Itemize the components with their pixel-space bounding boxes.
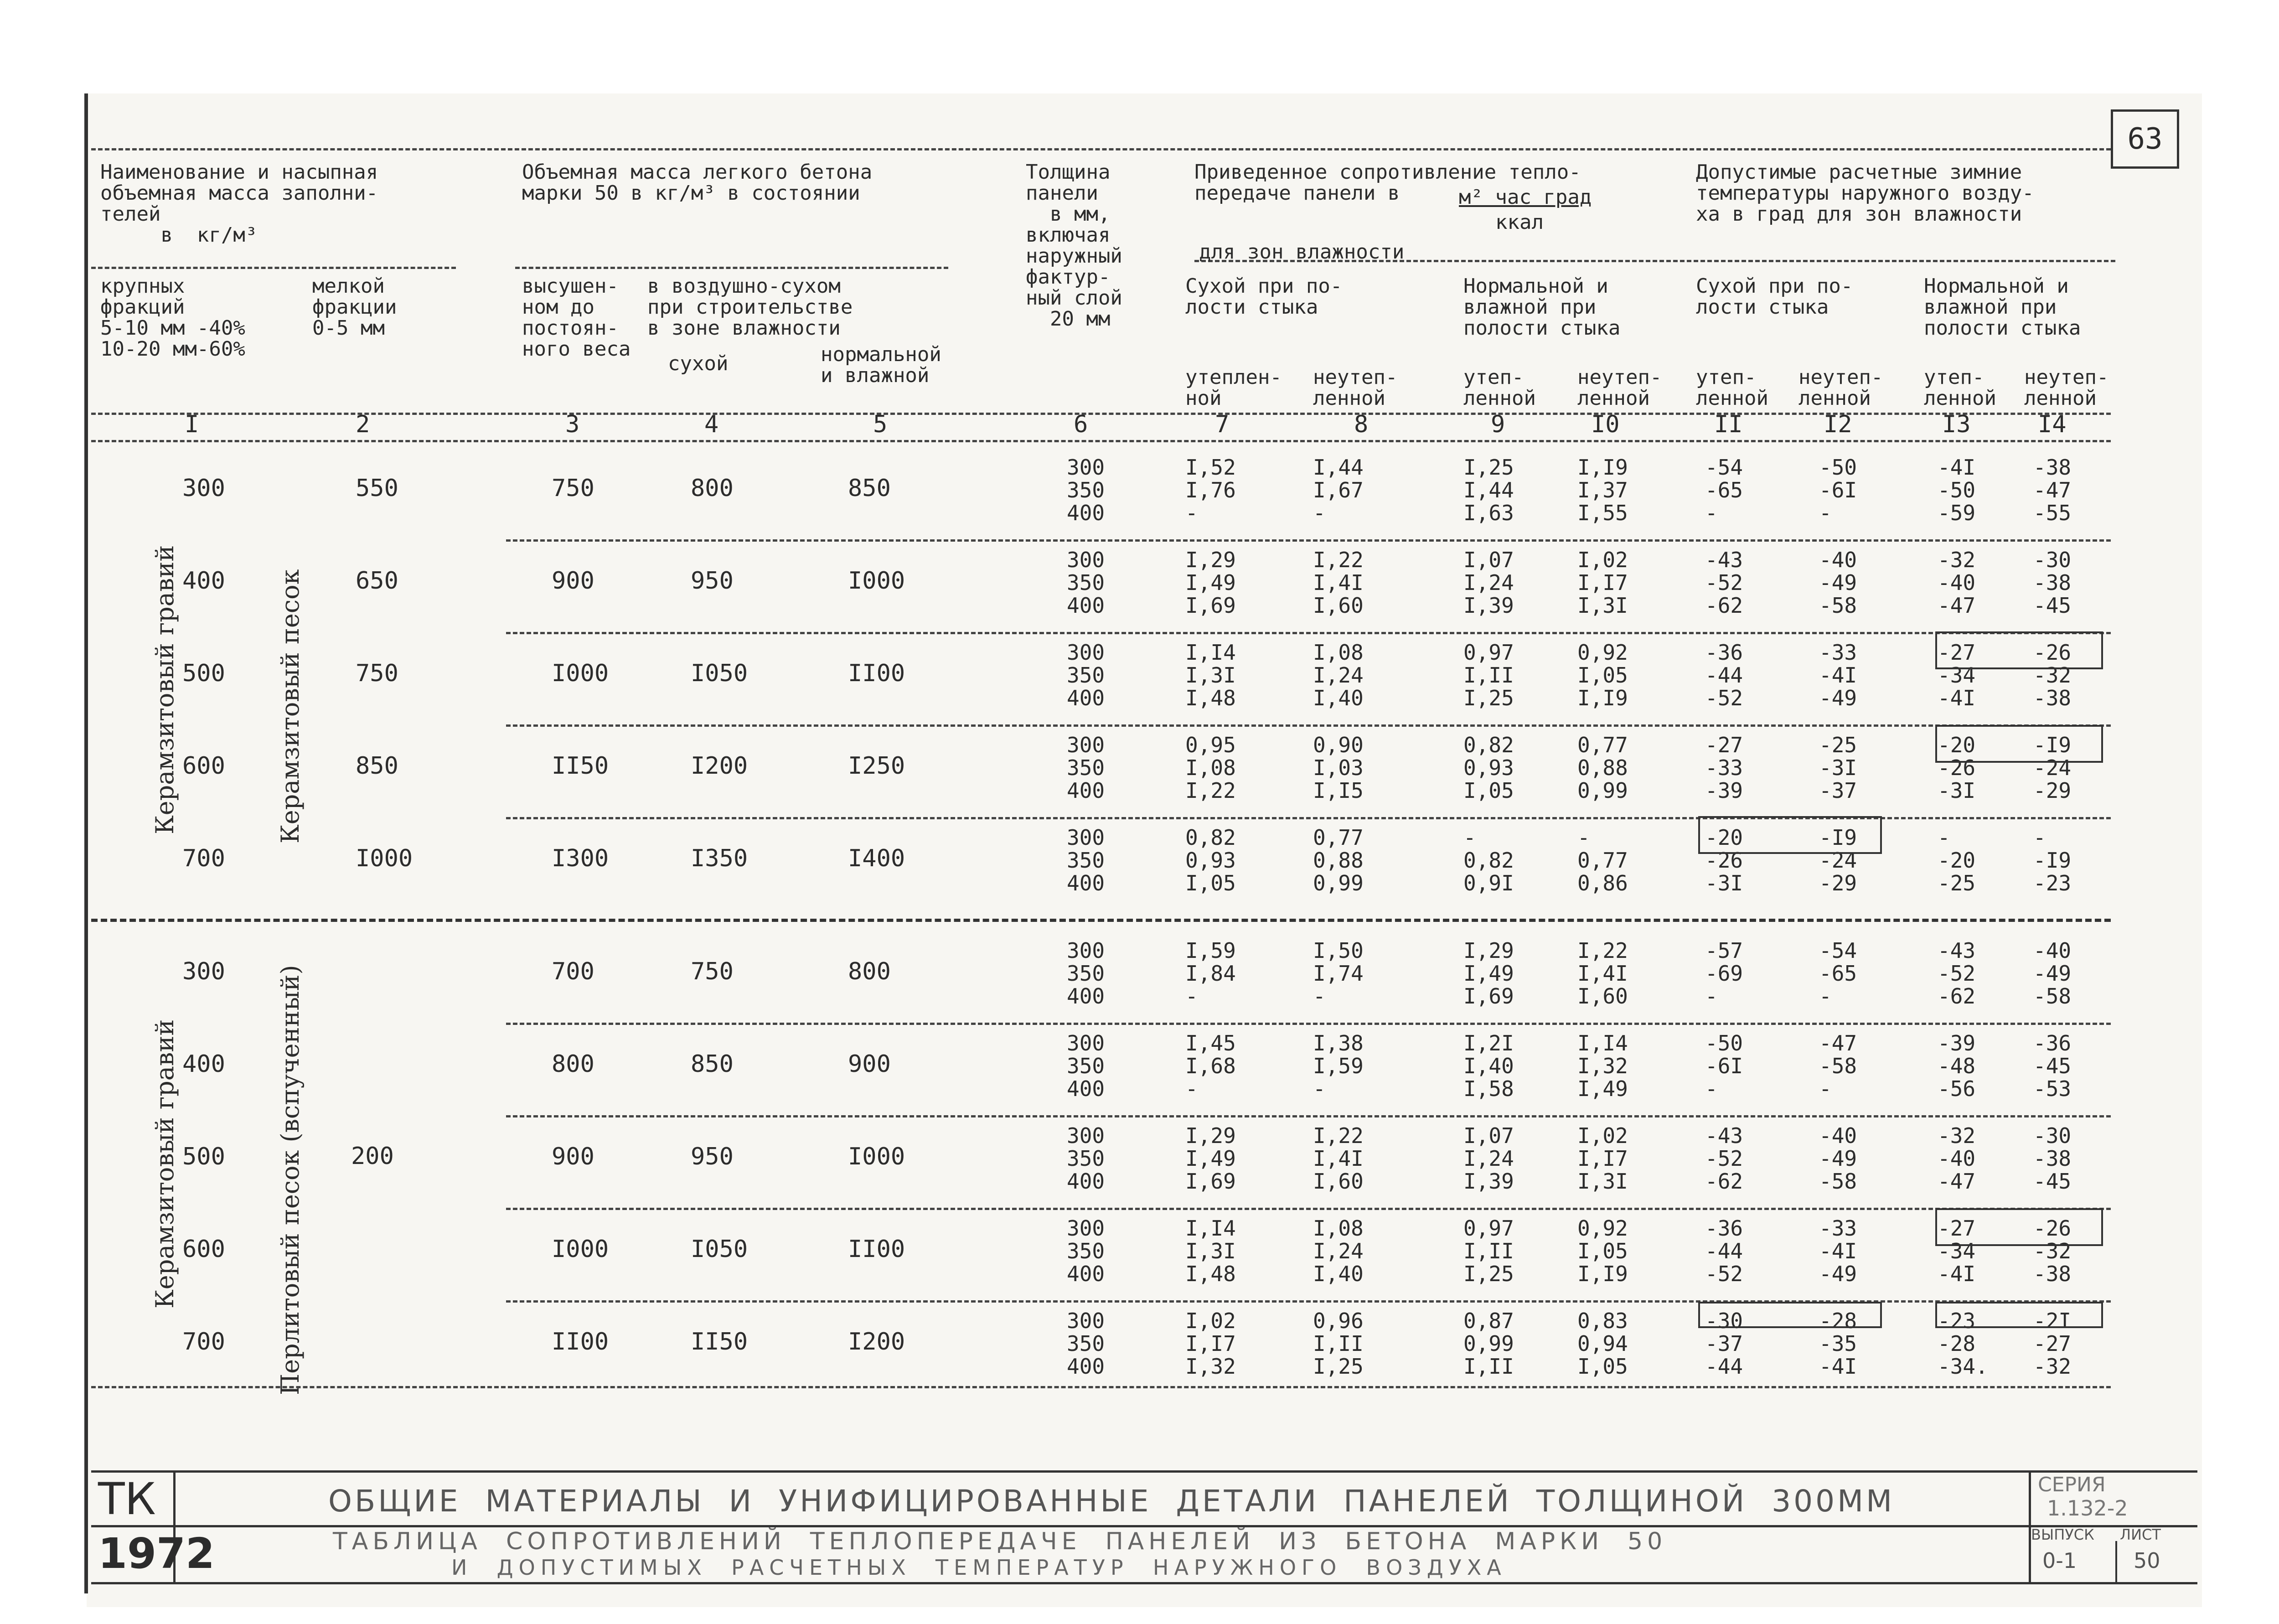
stamp-sheet-value: 50 bbox=[2134, 1548, 2160, 1573]
col-resistance-header: Приведенное сопротивление тепло- передаче панели в bbox=[1194, 160, 1581, 205]
cell-col3: I000 bbox=[552, 1236, 609, 1263]
cell-col9: I,07 I,24 I,39 bbox=[1463, 1123, 1514, 1194]
cell-col5: II00 bbox=[848, 660, 905, 687]
tmp-dry-uninsulated: неутеп- ленной bbox=[1798, 366, 1883, 410]
cell-col3: 900 bbox=[552, 1143, 594, 1170]
cell-col5: I000 bbox=[848, 567, 905, 595]
cell-col10: 0,83 0,94 I,05 bbox=[1577, 1309, 1628, 1379]
cell-col9: I,29 I,49 I,69 bbox=[1463, 938, 1514, 1009]
cell-col7: I,I4 I,3I I,48 bbox=[1185, 640, 1236, 710]
colnum-line bbox=[91, 440, 2111, 442]
cell-col3: 900 bbox=[552, 567, 594, 595]
cell-col6: 300 350 400 bbox=[1067, 640, 1105, 710]
row-separator bbox=[506, 539, 2111, 542]
sub-dry-header: сухой bbox=[668, 352, 729, 375]
cell-col1: 300 bbox=[182, 475, 225, 502]
sub-fine-header: мелкой фракции 0-5 мм bbox=[312, 274, 397, 340]
cell-col3: II00 bbox=[552, 1328, 609, 1355]
table-bottom-line bbox=[91, 1386, 2111, 1388]
cell-col7: I,52 I,76 - bbox=[1185, 455, 1236, 525]
cell-col11: -20 -26 -3I bbox=[1705, 825, 1743, 895]
cell-col6: 300 350 400 bbox=[1067, 733, 1105, 803]
colnum-3: 3 bbox=[565, 411, 580, 438]
cell-col6: 300 350 400 bbox=[1067, 1309, 1105, 1379]
cell-col8: I,38 I,59 - bbox=[1313, 1031, 1364, 1101]
res-normal-uninsulated: неутеп- ленной bbox=[1577, 366, 1662, 410]
colnum-14: I4 bbox=[2038, 411, 2067, 438]
cell-col10: - 0,77 0,86 bbox=[1577, 825, 1628, 895]
group2-coarse-label: Керамзитовый гравий bbox=[150, 1019, 179, 1309]
cell-col7: 0,82 0,93 I,05 bbox=[1185, 825, 1236, 895]
stamp-bottom-line bbox=[91, 1582, 2197, 1584]
cell-col4: I050 bbox=[691, 1236, 748, 1263]
resistance-units-bottom: ккал bbox=[1495, 211, 1544, 234]
cell-col14: -40 -49 -58 bbox=[2033, 938, 2072, 1009]
col-density-header: Объемная масса легкого бетона марки 50 в кг/м³ в состоянии bbox=[522, 160, 873, 205]
stamp-sheet-label: ЛИСТ bbox=[2120, 1526, 2161, 1543]
row-separator bbox=[506, 724, 2111, 727]
highlight-box bbox=[1935, 1208, 2103, 1246]
cell-col6: 300 350 400 bbox=[1067, 938, 1105, 1009]
cell-col10: I,I9 I,37 I,55 bbox=[1577, 455, 1628, 525]
cell-col10: 0,77 0,88 0,99 bbox=[1577, 733, 1628, 803]
highlight-box bbox=[1935, 1302, 2103, 1328]
group1-fine-label: Керамзитовый песок bbox=[276, 569, 305, 843]
cell-col7: I,45 I,68 - bbox=[1185, 1031, 1236, 1101]
cell-col7: I,02 I,I7 I,32 bbox=[1185, 1309, 1236, 1379]
density-underline bbox=[515, 267, 948, 269]
colnum-11: II bbox=[1714, 411, 1743, 438]
cell-col9: I,25 I,44 I,63 bbox=[1463, 455, 1514, 525]
row-separator bbox=[506, 1115, 2111, 1117]
colnum-10: I0 bbox=[1591, 411, 1620, 438]
cell-col9: - 0,82 0,9I bbox=[1463, 825, 1514, 895]
cell-col5: 800 bbox=[848, 958, 891, 985]
cell-col7: I,I4 I,3I I,48 bbox=[1185, 1216, 1236, 1286]
cell-col4: I050 bbox=[691, 660, 748, 687]
colnum-8: 8 bbox=[1354, 411, 1369, 438]
cell-col9: 0,97 I,II I,25 bbox=[1463, 640, 1514, 710]
cell-col1: 500 bbox=[182, 1143, 225, 1170]
cell-col13: - -20 -25 bbox=[1938, 825, 1976, 895]
cell-col2: 850 bbox=[356, 752, 398, 780]
cell-col6: 300 350 400 bbox=[1067, 825, 1105, 895]
cell-col14: -38 -47 -55 bbox=[2033, 455, 2072, 525]
stamp-title-1: ОБЩИЕ МАТЕРИАЛЫ И УНИФИЦИРОВАННЫЕ ДЕТАЛИ ПАНЕЛЕЙ ТОЛЩИНОЙ 300ММ bbox=[328, 1484, 1895, 1519]
colnum-13: I3 bbox=[1942, 411, 1971, 438]
cell-col5: I000 bbox=[848, 1143, 905, 1170]
cell-col6: 300 350 400 bbox=[1067, 548, 1105, 618]
name-underline bbox=[91, 267, 456, 269]
cell-col14: -30 -38 -45 bbox=[2033, 1123, 2072, 1194]
cell-col6: 300 350 400 bbox=[1067, 1031, 1105, 1101]
cell-col14: -26 -32 -38 bbox=[2033, 1216, 2072, 1286]
cell-col13: -27 -34 -4I bbox=[1938, 1216, 1976, 1286]
cell-col13: -20 -26 -3I bbox=[1938, 733, 1976, 803]
page-number: 63 bbox=[2111, 109, 2179, 169]
sub-res-dry-header: Сухой при по- лости стыка bbox=[1185, 274, 1343, 319]
cell-col12: -33 -4I -49 bbox=[1819, 1216, 1857, 1286]
cell-col10: 0,92 I,05 I,I9 bbox=[1577, 1216, 1628, 1286]
cell-col6: 300 350 400 bbox=[1067, 455, 1105, 525]
stamp-divider bbox=[2115, 1541, 2117, 1582]
cell-col13: -27 -34 -4I bbox=[1938, 640, 1976, 710]
cell-col13: -43 -52 -62 bbox=[1938, 938, 1976, 1009]
cell-col14: -I9 -24 -29 bbox=[2033, 733, 2072, 803]
cell-col2: I000 bbox=[356, 845, 413, 872]
cell-col2: 550 bbox=[356, 475, 398, 502]
zones-label: для зон влажности bbox=[1199, 240, 1405, 264]
cell-col8: I,08 I,24 I,40 bbox=[1313, 1216, 1364, 1286]
header-top-line bbox=[91, 148, 2111, 150]
cell-col10: I,02 I,I7 I,3I bbox=[1577, 1123, 1628, 1194]
cell-col3: 800 bbox=[552, 1050, 594, 1078]
cell-col11: -30 -37 -44 bbox=[1705, 1309, 1743, 1379]
sheet-left-border bbox=[84, 93, 88, 1593]
cell-col8: I,22 I,4I I,60 bbox=[1313, 548, 1364, 618]
cell-col3: II50 bbox=[552, 752, 609, 780]
cell-col10: I,22 I,4I I,60 bbox=[1577, 938, 1628, 1009]
cell-col13: -32 -40 -47 bbox=[1938, 1123, 1976, 1194]
cell-col12: -28 -35 -4I bbox=[1819, 1309, 1857, 1379]
header-bottom-line bbox=[91, 413, 2111, 415]
cell-col2: 750 bbox=[356, 660, 398, 687]
cell-col8: I,08 I,24 I,40 bbox=[1313, 640, 1364, 710]
res-dry-uninsulated: неутеп- ленной bbox=[1313, 366, 1398, 410]
cell-col2: 650 bbox=[356, 567, 398, 595]
cell-col10: I,I4 I,32 I,49 bbox=[1577, 1031, 1628, 1101]
stamp-series-value: 1.132-2 bbox=[2047, 1496, 2128, 1521]
cell-col13: -39 -48 -56 bbox=[1938, 1031, 1976, 1101]
cell-col1: 400 bbox=[182, 1050, 225, 1078]
group2-fine-density: 200 bbox=[351, 1143, 394, 1170]
group1-coarse-label: Керамзитовый гравий bbox=[150, 545, 179, 834]
cell-col12: -40 -49 -58 bbox=[1819, 1123, 1857, 1194]
row-separator bbox=[506, 632, 2111, 634]
row-separator bbox=[506, 1208, 2111, 1210]
cell-col12: -47 -58 - bbox=[1819, 1031, 1857, 1101]
cell-col6: 300 350 400 bbox=[1067, 1216, 1105, 1286]
highlight-box bbox=[1935, 725, 2103, 763]
cell-col5: 850 bbox=[848, 475, 891, 502]
group-separator bbox=[91, 919, 2111, 922]
cell-col9: I,07 I,24 I,39 bbox=[1463, 548, 1514, 618]
cell-col13: -32 -40 -47 bbox=[1938, 548, 1976, 618]
stamp-series-label: СЕРИЯ bbox=[2038, 1473, 2106, 1496]
cell-col12: -25 -3I -37 bbox=[1819, 733, 1857, 803]
highlight-box bbox=[1698, 816, 1882, 854]
cell-col8: I,50 I,74 - bbox=[1313, 938, 1364, 1009]
col-temperatures-header: Допустимые расчетные зимние температуры наружного возду- ха в град для зон влажности bbox=[1696, 160, 2034, 226]
highlight-box bbox=[1935, 631, 2103, 669]
colnum-5: 5 bbox=[873, 411, 888, 438]
cell-col4: 950 bbox=[691, 1143, 734, 1170]
cell-col11: -57 -69 - bbox=[1705, 938, 1743, 1009]
cell-col1: 600 bbox=[182, 752, 225, 780]
stamp-mid-line bbox=[91, 1525, 2197, 1527]
colnum-1: I bbox=[185, 411, 199, 438]
cell-col8: I,22 I,4I I,60 bbox=[1313, 1123, 1364, 1194]
stamp-title-3: И ДОПУСТИМЫХ РАСЧЕТНЫХ ТЕМПЕРАТУР НАРУЖНОГО ВОЗДУХА bbox=[451, 1555, 1507, 1580]
cell-col5: I250 bbox=[848, 752, 905, 780]
colnum-9: 9 bbox=[1491, 411, 1505, 438]
cell-col4: II50 bbox=[691, 1328, 748, 1355]
cell-col10: I,02 I,I7 I,3I bbox=[1577, 548, 1628, 618]
tmp-normal-uninsulated: неутеп- ленной bbox=[2024, 366, 2109, 410]
resistance-units-top: м² час град bbox=[1459, 186, 1592, 209]
stamp-issue-value: 0-1 bbox=[2042, 1548, 2077, 1573]
cell-col1: 300 bbox=[182, 958, 225, 985]
colnum-12: I2 bbox=[1824, 411, 1852, 438]
cell-col9: 0,82 0,93 I,05 bbox=[1463, 733, 1514, 803]
row-separator bbox=[506, 1023, 2111, 1025]
cell-col8: 0,96 I,II I,25 bbox=[1313, 1309, 1364, 1379]
cell-col3: I000 bbox=[552, 660, 609, 687]
cell-col7: I,29 I,49 I,69 bbox=[1185, 1123, 1236, 1194]
cell-col9: 0,87 0,99 I,II bbox=[1463, 1309, 1514, 1379]
cell-col1: 500 bbox=[182, 660, 225, 687]
cell-col9: I,2I I,40 I,58 bbox=[1463, 1031, 1514, 1101]
sub-tmp-normal-header: Нормальной и влажной при полости стыка bbox=[1924, 274, 2081, 340]
cell-col4: 850 bbox=[691, 1050, 734, 1078]
highlight-box bbox=[1698, 1302, 1882, 1328]
tmp-normal-insulated: утеп- ленной bbox=[1924, 366, 1996, 410]
sub-dried-header: высушен- ном до постоян- ного веса bbox=[522, 274, 631, 361]
cell-col1: 400 bbox=[182, 567, 225, 595]
stamp-org: ТК bbox=[98, 1474, 156, 1525]
cell-col12: -33 -4I -49 bbox=[1819, 640, 1857, 710]
cell-col12: -I9 -24 -29 bbox=[1819, 825, 1857, 895]
colnum-6: 6 bbox=[1074, 411, 1088, 438]
cell-col4: 950 bbox=[691, 567, 734, 595]
cell-col12: -40 -49 -58 bbox=[1819, 548, 1857, 618]
cell-col6: 300 350 400 bbox=[1067, 1123, 1105, 1194]
cell-col4: I200 bbox=[691, 752, 748, 780]
cell-col1: 700 bbox=[182, 1328, 225, 1355]
cell-col13: -23 -28 -34. bbox=[1938, 1309, 1988, 1379]
cell-col1: 700 bbox=[182, 845, 225, 872]
cell-col11: -27 -33 -39 bbox=[1705, 733, 1743, 803]
colnum-4: 4 bbox=[704, 411, 719, 438]
res-normal-insulated: утеп- ленной bbox=[1463, 366, 1536, 410]
cell-col5: 900 bbox=[848, 1050, 891, 1078]
stamp-year: 1972 bbox=[98, 1529, 215, 1578]
cell-col14: -30 -38 -45 bbox=[2033, 548, 2072, 618]
sub-tmp-dry-header: Сухой при по- лости стыка bbox=[1696, 274, 1853, 319]
cell-col4: 800 bbox=[691, 475, 734, 502]
cell-col14: -2I -27 -32 bbox=[2033, 1309, 2072, 1379]
cell-col14: - -I9 -23 bbox=[2033, 825, 2072, 895]
cell-col14: -26 -32 -38 bbox=[2033, 640, 2072, 710]
colnum-2: 2 bbox=[356, 411, 370, 438]
cell-col7: 0,95 I,08 I,22 bbox=[1185, 733, 1236, 803]
cell-col11: -36 -44 -52 bbox=[1705, 1216, 1743, 1286]
cell-col5: II00 bbox=[848, 1236, 905, 1263]
stamp-issue-label: ВЫПУСК bbox=[2031, 1526, 2094, 1543]
stamp-top-line bbox=[91, 1470, 2197, 1473]
tmp-dry-insulated: утеп- ленной bbox=[1696, 366, 1768, 410]
colnum-7: 7 bbox=[1215, 411, 1230, 438]
cell-col8: I,44 I,67 - bbox=[1313, 455, 1364, 525]
cell-col5: I400 bbox=[848, 845, 905, 872]
cell-col4: I350 bbox=[691, 845, 748, 872]
cell-col12: -50 -6I - bbox=[1819, 455, 1857, 525]
res-dry-insulated: утеплен- ной bbox=[1185, 366, 1282, 410]
cell-col11: -36 -44 -52 bbox=[1705, 640, 1743, 710]
cell-col1: 600 bbox=[182, 1236, 225, 1263]
cell-col8: 0,90 I,03 I,I5 bbox=[1313, 733, 1364, 803]
cell-col12: -54 -65 - bbox=[1819, 938, 1857, 1009]
cell-col8: 0,77 0,88 0,99 bbox=[1313, 825, 1364, 895]
cell-col10: 0,92 I,05 I,I9 bbox=[1577, 640, 1628, 710]
stamp-title-2: ТАБЛИЦА СОПРОТИВЛЕНИЙ ТЕПЛОПЕРЕДАЧЕ ПАНЕЛЕЙ ИЗ БЕТОНА МАРКИ 50 bbox=[333, 1528, 1667, 1555]
col-thickness-header: Толщина панели в мм, включая наружный фактур- ный слой 20 мм bbox=[1026, 160, 1122, 331]
cell-col3: 700 bbox=[552, 958, 594, 985]
cell-col7: I,59 I,84 - bbox=[1185, 938, 1236, 1009]
cell-col13: -4I -50 -59 bbox=[1938, 455, 1976, 525]
sub-coarse-header: крупных фракций 5-10 мм -40% 10-20 мм-60% bbox=[100, 274, 245, 361]
cell-col11: -43 -52 -62 bbox=[1705, 1123, 1743, 1194]
cell-col11: -43 -52 -62 bbox=[1705, 548, 1743, 618]
cell-col3: I300 bbox=[552, 845, 609, 872]
cell-col14: -36 -45 -53 bbox=[2033, 1031, 2072, 1101]
col-name-header: Наименование и насыпная объемная масса заполни- телей в кг/м³ bbox=[100, 160, 378, 247]
cell-col3: 750 bbox=[552, 475, 594, 502]
cell-col11: -54 -65 - bbox=[1705, 455, 1743, 525]
cell-col7: I,29 I,49 I,69 bbox=[1185, 548, 1236, 618]
group2-fine-label: Перлитовый песок (вспученный) bbox=[276, 965, 305, 1395]
sub-airdry-header: в воздушно-сухом при строительстве в зоне влажности bbox=[647, 274, 853, 340]
cell-col11: -50 -6I - bbox=[1705, 1031, 1743, 1101]
sub-normal-header: нормальной и влажной bbox=[821, 343, 941, 387]
cell-col5: I200 bbox=[848, 1328, 905, 1355]
sub-res-normal-header: Нормальной и влажной при полости стыка bbox=[1463, 274, 1621, 340]
cell-col4: 750 bbox=[691, 958, 734, 985]
cell-col9: 0,97 I,II I,25 bbox=[1463, 1216, 1514, 1286]
